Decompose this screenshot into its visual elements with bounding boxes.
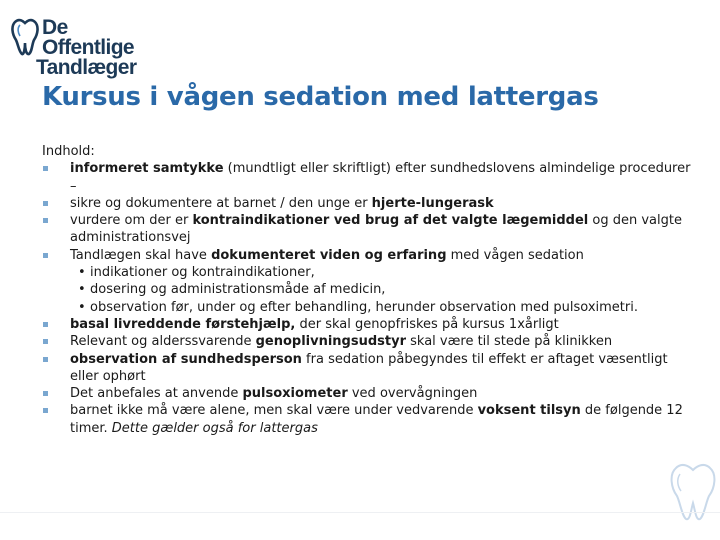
list-item <box>42 385 692 402</box>
list-item <box>42 195 692 212</box>
item-text-segment: Dette gælder også for lattergas <box>111 420 318 436</box>
item-text-segment: fra sedation påbegyndes til effekt er aftaget væsentligt eller ophørt <box>70 351 668 384</box>
item-text-segment: Det anbefales at anvende <box>70 386 243 402</box>
content-heading: Indhold: <box>42 144 95 159</box>
square-bullet-icon <box>43 357 48 362</box>
square-bullet-icon <box>43 391 48 396</box>
item-text-segment: kontraindikationer ved brug af det valgte lægemiddel <box>192 213 589 229</box>
list-item <box>42 160 692 195</box>
item-text-segment: ved overvågningen <box>347 386 478 402</box>
item-text-segment: voksent tilsyn <box>477 403 581 419</box>
list-item <box>42 333 692 350</box>
item-text-segment: skal være til stede på klinikken <box>406 334 613 350</box>
list-item <box>42 316 692 333</box>
page-title: Kursus i vågen sedation med lattergas <box>42 82 599 112</box>
sub-list-item: • indikationer og kontraindikationer, <box>78 264 692 281</box>
square-bullet-icon <box>43 166 48 171</box>
item-text-segment: pulsoxiometer <box>242 386 348 402</box>
item-text-segment: og den valgte administrationsvej <box>70 213 682 246</box>
item-text-segment: dokumenteret viden og erfaring <box>211 247 447 263</box>
item-text-segment: informeret samtykke <box>70 161 224 177</box>
square-bullet-icon <box>43 218 48 223</box>
item-text-segment: Relevant og alderssvarende <box>70 334 256 350</box>
square-bullet-icon <box>43 408 48 413</box>
item-text-segment: med vågen sedation <box>446 247 584 263</box>
item-text-segment: observation af sundhedsperson <box>70 351 302 367</box>
item-text-segment: basal livreddende førstehjælp, <box>70 316 296 332</box>
list-item <box>42 212 692 247</box>
square-bullet-icon <box>43 322 48 327</box>
item-text-segment: Tandlægen skal have <box>70 247 212 263</box>
footer-divider <box>0 512 720 513</box>
item-text-segment: sikre og dokumentere at barnet / den unge er <box>70 195 372 211</box>
square-bullet-icon <box>43 339 48 344</box>
logo-line1: De Offentlige <box>42 16 134 59</box>
item-text-segment: de følgende 12 timer. <box>70 403 683 436</box>
sub-list-item: • dosering og administrationsmåde af medicin, <box>78 281 692 298</box>
logo-line2: Tandlæger <box>36 56 137 79</box>
item-text-segment: vurdere om der er <box>70 213 193 229</box>
item-text-segment: hjerte-lungerask <box>371 195 494 211</box>
bullet-list <box>42 160 692 437</box>
square-bullet-icon <box>43 201 48 206</box>
square-bullet-icon <box>43 253 48 258</box>
sub-list <box>70 264 692 316</box>
list-item <box>42 247 692 316</box>
list-item <box>42 402 692 437</box>
logo <box>8 10 158 79</box>
item-text-segment: barnet ikke må være alene, men skal være under vedvarende <box>70 403 478 419</box>
sub-list-item: • observation før, under og efter behandling, herunder observation med pulsoximetri. <box>78 299 692 316</box>
item-text-segment: der skal genopfriskes på kursus 1xårligt <box>295 316 559 332</box>
item-text-segment: genoplivningsudstyr <box>255 334 407 350</box>
list-item <box>42 351 692 386</box>
item-text-segment: (mundtligt eller skriftligt) efter sundhedslovens almindelige procedurer – <box>70 161 691 194</box>
content-body <box>42 143 692 437</box>
